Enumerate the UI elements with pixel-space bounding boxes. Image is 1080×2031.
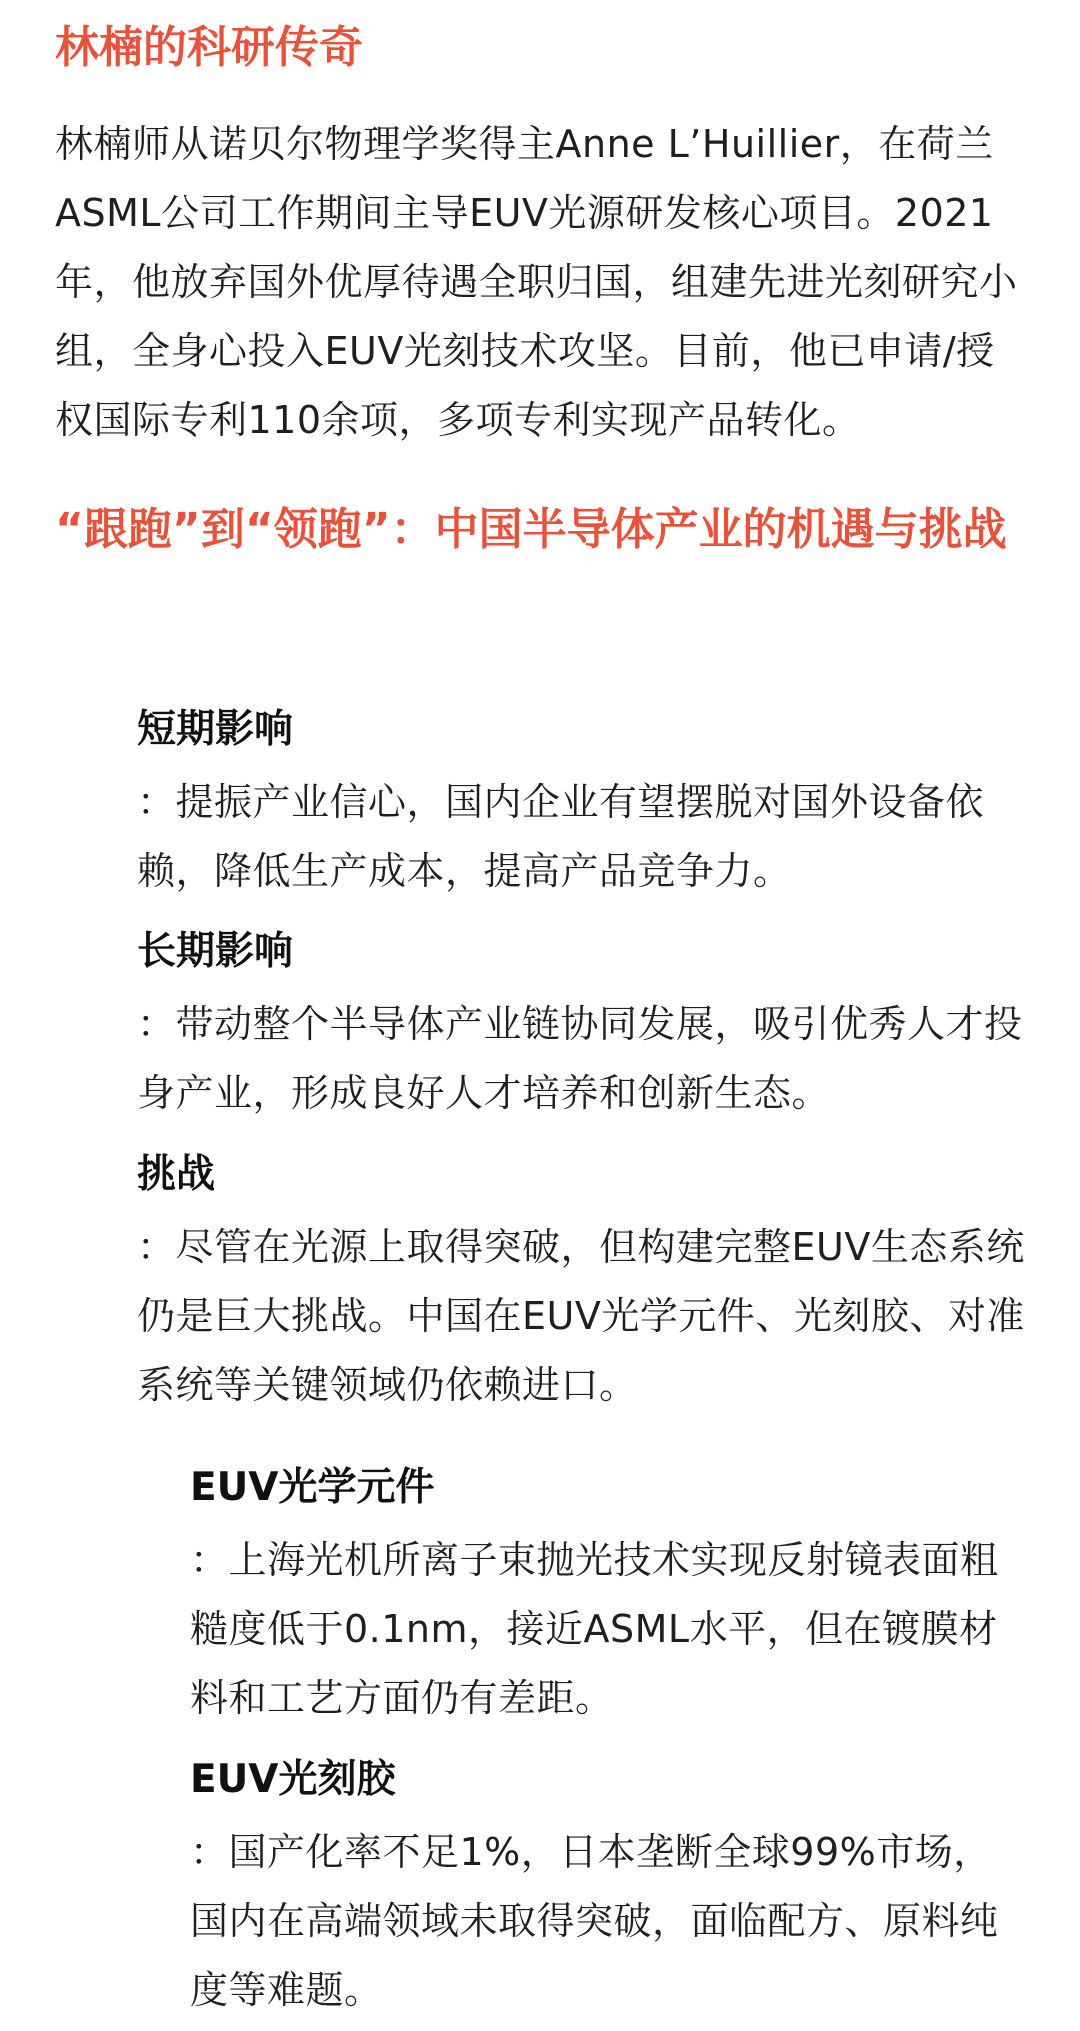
term-long-term: 长期影响 [137, 929, 294, 974]
desc-long-term: ：带动整个半导体产业链协同发展，吸引优秀人才投身产业，形成良好人才培养和创新生态。 [137, 1002, 1023, 1115]
desc-euv-photoresist: ：国产化率不足1%，日本垄断全球99%市场，国内在高端领域未取得突破，面临配方、原料纯度等难题。 [190, 1830, 999, 2012]
intro-paragraph: 林楠师从诺贝尔物理学奖得主Anne L’Huillier，在荷兰ASML公司工作期间主导EUV光源研发核心项目。2021年，他放弃国外优厚待遇全职归国，组建先进光刻研究小组，全身心投入EUV光刻技术攻坚。目前，他已申请/授权国际专利110余项，多项专利实现产品转化。 [55, 122, 1018, 442]
section-heading-lin-nan: 林楠的科研传奇 [55, 22, 363, 73]
term-short-term: 短期影响 [137, 707, 294, 752]
term-challenge: 挑战 [137, 1152, 216, 1197]
term-euv-photoresist: EUV光刻胶 [190, 1757, 396, 1802]
section-heading-opportunities-challenges: “跟跑”到“领跑”：中国半导体产业的机遇与挑战 [55, 504, 1007, 555]
desc-short-term: ：提振产业信心，国内企业有望摆脱对国外设备依赖，降低生产成本，提高产品竞争力。 [137, 780, 985, 893]
desc-euv-optics: ：上海光机所离子束抛光技术实现反射镜表面粗糙度低于0.1nm，接近ASML水平，但在镀膜材料和工艺方面仍有差距。 [190, 1538, 999, 1720]
desc-challenge: ：尽管在光源上取得突破，但构建完整EUV生态系统仍是巨大挑战。中国在EUV光学元件、光刻胶、对准系统等关键领域仍依赖进口。 [137, 1225, 1025, 1407]
term-euv-optics: EUV光学元件 [190, 1465, 435, 1510]
